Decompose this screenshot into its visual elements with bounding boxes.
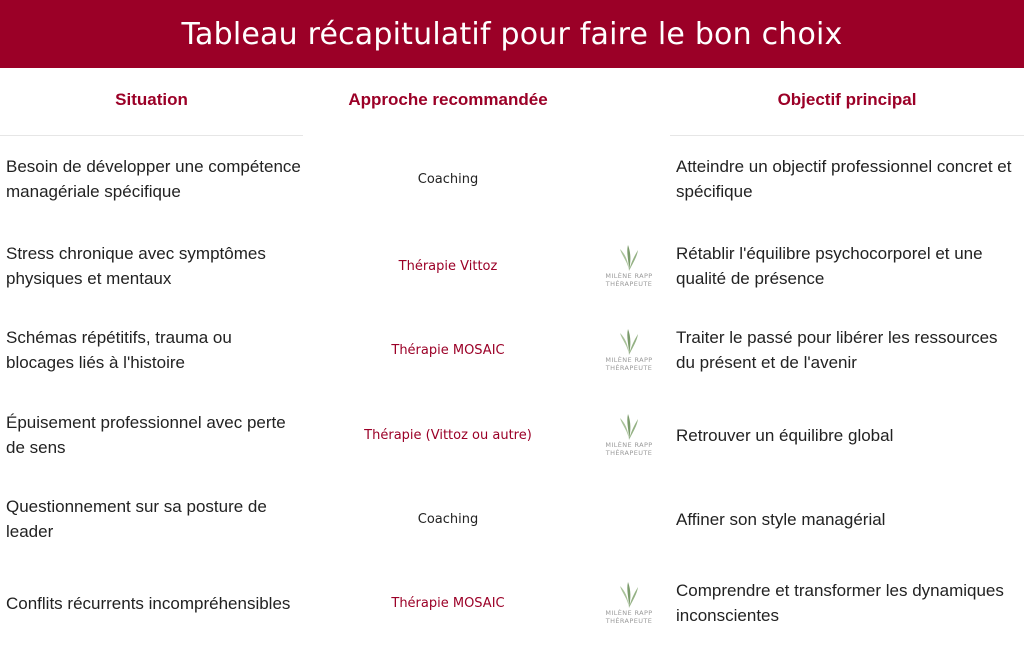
objective-cell: Atteindre un objectif professionnel concret et spécifique [676,157,1012,201]
logo-subtitle: THÉRAPEUTE [605,280,653,288]
approach-cell: Thérapie MOSAIC [391,595,505,611]
logo-name: MILÈNE RAPP [605,441,653,449]
situation-cell: Questionnement sur sa posture de leader [6,497,267,541]
situation-cell: Épuisement professionnel avec perte de sens [6,413,286,457]
table-row [0,228,1024,304]
leaf-logo-icon [617,328,641,356]
situation-cell: Besoin de développer une compétence managériale spécifique [6,157,301,201]
objective-cell: Traiter le passé pour libérer les ressources du présent et de l'avenir [676,328,998,372]
objective-cell: Comprendre et transformer les dynamiques inconscientes [676,581,1004,625]
table-row [0,481,1024,557]
logo-subtitle: THÉRAPEUTE [605,617,653,625]
title-banner [0,0,1024,68]
logo-subtitle: THÉRAPEUTE [605,364,653,372]
objective-cell: Rétablir l'équilibre psychocorporel et une qualité de présence [676,244,983,288]
header-divider-right [670,135,1024,136]
table-row [0,397,1024,473]
page-title: Tableau récapitulatif pour faire le bon choix [181,16,843,52]
approach-cell: Thérapie (Vittoz ou autre) [364,427,532,443]
table-row [0,565,1024,641]
objective-cell: Affiner son style managérial [676,509,886,529]
table-row [0,312,1024,388]
leaf-logo-icon [617,413,641,441]
approach-cell: Coaching [417,511,479,527]
header-approche: Approche recommandée [348,90,548,109]
leaf-logo-icon [617,581,641,609]
logo-name: MILÈNE RAPP [605,272,653,280]
header-situation: Situation [115,90,188,109]
therapist-logo [598,397,660,473]
approach-cell: Coaching [417,171,479,187]
approach-cell: Thérapie Vittoz [398,258,498,274]
therapist-logo [598,228,660,304]
table-row [0,140,1024,218]
header-divider-left [0,135,303,136]
logo-name: MILÈNE RAPP [605,356,653,364]
therapist-logo [598,565,660,641]
logo-subtitle: THÉRAPEUTE [605,449,653,457]
header-objectif: Objectif principal [777,90,917,109]
logo-name: MILÈNE RAPP [605,609,653,617]
situation-cell: Stress chronique avec symptômes physiques et mentaux [6,244,266,288]
approach-cell: Thérapie MOSAIC [391,342,505,358]
leaf-logo-icon [617,244,641,272]
therapist-logo [598,312,660,388]
objective-cell: Retrouver un équilibre global [676,425,894,445]
situation-cell: Schémas répétitifs, trauma ou blocages liés à l'histoire [6,328,232,372]
situation-cell: Conflits récurrents incompréhensibles [6,593,291,613]
